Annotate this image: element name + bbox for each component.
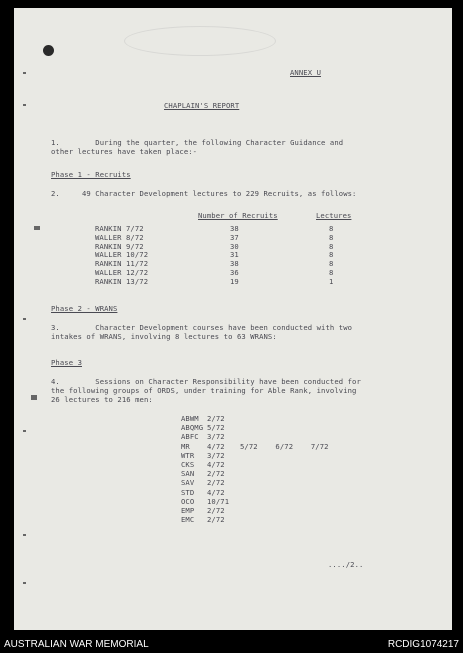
ords-code: EMP <box>181 506 195 515</box>
binder-mark <box>23 534 26 536</box>
binder-mark <box>34 226 40 230</box>
ords-period: 3/72 <box>207 432 225 442</box>
ords-code: CKS <box>181 460 195 469</box>
binder-mark <box>23 318 26 320</box>
ords-period: 2/72 <box>207 515 225 525</box>
recruit-row-name: RANKIN 7/72 <box>95 224 144 233</box>
ords-extra-periods: 5/72 6/72 7/72 <box>240 441 329 451</box>
ords-code: EMC <box>181 515 195 525</box>
recruit-row-name: RANKIN 11/72 <box>95 259 149 269</box>
col-header-recruits: Number of Recruits <box>198 211 278 220</box>
phase1-heading: Phase 1 - Recruits <box>51 170 131 179</box>
ords-period: 3/72 <box>207 450 225 460</box>
recruit-row-lectures: 8 <box>329 232 334 242</box>
recruit-row-count: 30 <box>230 241 239 251</box>
ords-period: 4/72 <box>207 487 225 497</box>
recruit-row-count: 19 <box>230 276 239 286</box>
recruit-row-count: 38 <box>230 224 239 233</box>
binder-mark <box>23 430 26 432</box>
recruit-row-count: 37 <box>230 232 239 242</box>
ords-period: 5/72 <box>207 423 225 433</box>
recruit-row-count: 31 <box>230 250 239 260</box>
footer-source: AUSTRALIAN WAR MEMORIAL <box>4 639 149 650</box>
ords-code: STD <box>181 487 195 497</box>
ords-period: 4/72 <box>207 460 225 469</box>
recruit-row-lectures: 8 <box>329 224 334 233</box>
ords-period: 10/71 <box>207 496 230 506</box>
footer-id: RCDIG1074217 <box>387 639 459 650</box>
ords-period: 2/72 <box>207 469 225 479</box>
phase3-heading: Phase 3 <box>51 358 82 367</box>
report-title: CHAPLAIN'S REPORT <box>164 101 240 110</box>
binder-mark <box>23 72 26 74</box>
binder-mark <box>23 104 26 106</box>
recruit-row-name: WALLER 8/72 <box>95 232 144 242</box>
recruit-row-lectures: 8 <box>329 259 334 269</box>
ords-code: ABFC <box>181 432 199 442</box>
para2: 2. 49 Character Development lectures to 229 Recruits, as follows: <box>51 189 357 198</box>
ords-code: WTR <box>181 450 195 460</box>
col-header-lectures: Lectures <box>316 211 352 220</box>
recruit-row-count: 36 <box>230 268 239 277</box>
recruit-row-count: 38 <box>230 259 239 269</box>
document-page <box>14 8 452 630</box>
recruit-row-lectures: 8 <box>329 241 334 251</box>
recruit-row-name: RANKIN 9/72 <box>95 241 144 251</box>
recruit-row-name: WALLER 12/72 <box>95 268 149 277</box>
para1-line1: 1. During the quarter, the following Character Guidance and <box>51 138 344 147</box>
para3-line1: 3. Character Development courses have been conducted with two <box>51 323 353 332</box>
para4-line1: 4. Sessions on Character Responsibility have been conducted for <box>51 377 361 386</box>
continuation-marker: ..../2.. <box>328 560 364 569</box>
recruit-row-lectures: 8 <box>329 268 334 277</box>
para3-line2: intakes of WRANS, involving 8 lectures to 63 WRANS: <box>51 332 277 341</box>
ords-code: SAN <box>181 469 195 479</box>
recruit-row-lectures: 8 <box>329 250 334 260</box>
footer-bar <box>0 633 463 653</box>
recruit-row-name: RANKIN 13/72 <box>95 276 149 286</box>
ords-code: ABWM <box>181 414 199 423</box>
phase2-heading: Phase 2 - WRANS <box>51 304 118 313</box>
binder-mark <box>23 582 26 584</box>
ords-code: SAV <box>181 478 195 488</box>
ords-period: 4/72 <box>207 441 225 451</box>
ords-period: 2/72 <box>207 506 225 515</box>
ords-code: OCO <box>181 496 195 506</box>
recruit-row-lectures: 1 <box>329 276 334 286</box>
punch-hole <box>43 45 54 56</box>
ords-period: 2/72 <box>207 414 225 423</box>
annex-label: ANNEX U <box>290 68 321 77</box>
recruit-row-name: WALLER 10/72 <box>95 250 149 260</box>
para4-line2: the following groups of ORDS, under training for Able Rank, involving <box>51 386 357 395</box>
para4-line3: 26 lectures to 216 men: <box>51 395 153 404</box>
ords-code: ABQMG <box>181 423 204 433</box>
watermark <box>124 26 276 56</box>
binder-mark <box>31 395 37 400</box>
para1-line2: other lectures have taken place:- <box>51 147 198 156</box>
ords-period: 2/72 <box>207 478 225 488</box>
ords-code: MR <box>181 441 190 451</box>
